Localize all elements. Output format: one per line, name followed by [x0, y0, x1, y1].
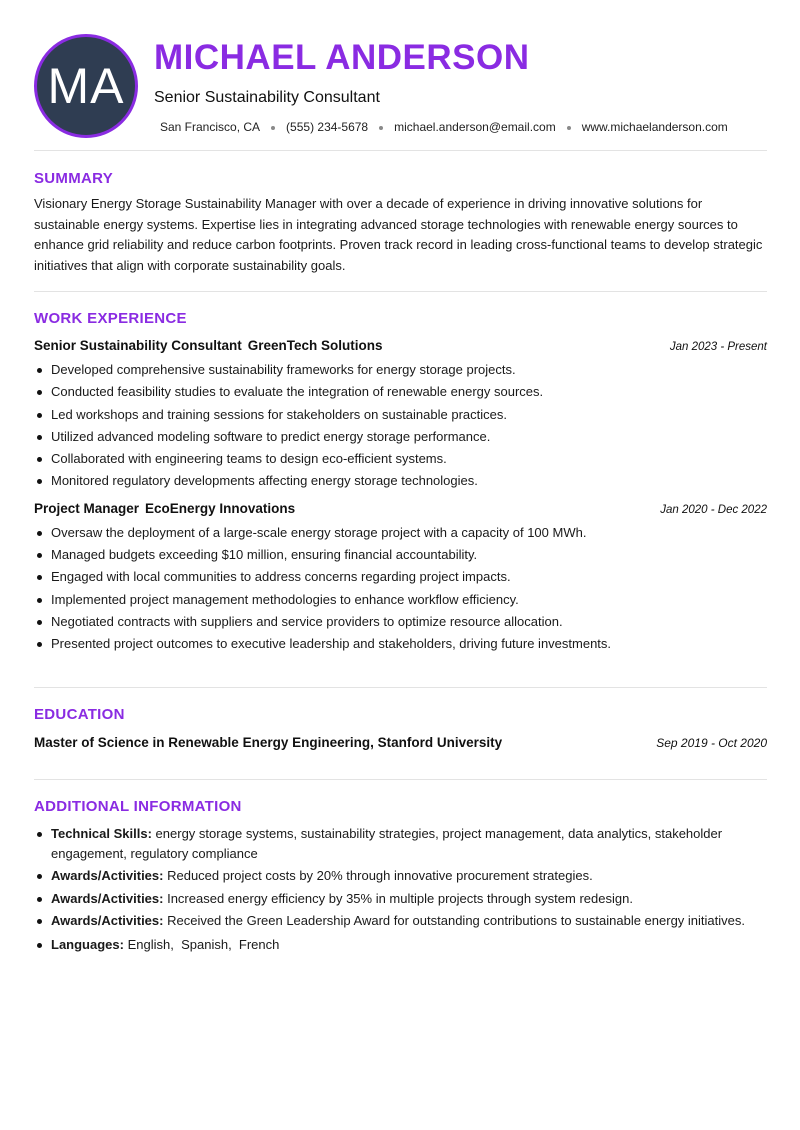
list-item: Presented project outcomes to executive leadership and stakeholders, driving future investments.: [34, 633, 767, 655]
list-item: Implemented project management methodologies to enhance workflow efficiency.: [34, 589, 767, 611]
list-item: Monitored regulatory developments affecting energy storage technologies.: [34, 470, 767, 492]
list-item: Utilized advanced modeling software to predict energy storage performance.: [34, 426, 767, 448]
job-company: GreenTech Solutions: [247, 338, 383, 353]
summary-section: [34, 151, 767, 291]
avatar-initials: MA: [47, 58, 125, 114]
info-label: Technical Skills:: [51, 826, 152, 841]
language-item: English: [127, 936, 171, 952]
experience-heading: WORK EXPERIENCE: [34, 310, 187, 327]
separator-dot: [271, 126, 275, 130]
education-dates: Sep 2019 - Oct 2020: [656, 736, 767, 750]
list-item: [34, 866, 767, 886]
job-role-title: [34, 338, 383, 353]
job-bullets: [34, 522, 767, 656]
info-text: energy storage systems, sustainability strategies, project management, data analytics, stakeholder engagement, regulatory compliance: [51, 826, 723, 861]
list-item: Negotiated contracts with suppliers and service providers to optimize resource allocation.: [34, 611, 767, 633]
education-section: [34, 688, 767, 779]
info-label: Awards/Activities:: [51, 913, 164, 928]
list-item: [34, 911, 767, 931]
contact-bar: [160, 120, 728, 134]
job-entry: [34, 338, 767, 493]
list-item: Conducted feasibility studies to evaluate the integration of renewable energy sources.: [34, 381, 767, 403]
list-item: Led workshops and training sessions for stakeholders on sustainable practices.: [34, 404, 767, 426]
list-item: Collaborated with engineering teams to design eco-efficient systems.: [34, 448, 767, 470]
info-label: Awards/Activities:: [51, 890, 164, 906]
list-item: Managed budgets exceeding $10 million, ensuring financial accountability.: [34, 544, 767, 566]
contact-location: San Francisco, CA: [160, 120, 261, 134]
contact-website[interactable]: www.michaelanderson.com: [581, 120, 728, 134]
job-bullets: [34, 359, 767, 493]
additional-heading: ADDITIONAL INFORMATION: [34, 798, 242, 815]
job-role: Project Manager: [34, 500, 140, 516]
separator-dot: [567, 126, 571, 130]
summary-text: Visionary Energy Storage Sustainability Manager with over a decade of experience in driving innovative solutions for sustainable energy systems. Expertise lies in integrating advanced storage technologies with renewable energy sources to enhance grid reliability and reduce carbon footprints. Proven track record in leading cross-functional teams to develop strategic initiatives that align with corporate sustainability goals.: [34, 196, 763, 273]
job-dates: Jan 2023 - Present: [669, 341, 767, 353]
info-label: Awards/Activities:: [51, 868, 164, 883]
list-item: Languages: English, Spanish, French: [34, 935, 767, 955]
education-degree: Master of Science in Renewable Energy Engineering, Stanford University: [34, 735, 503, 750]
list-item: Oversaw the deployment of a large-scale energy storage project with a capacity of 100 MWh.: [34, 522, 767, 544]
avatar: [34, 34, 138, 138]
language-item: Spanish: [181, 936, 229, 952]
info-text: Increased energy efficiency by 35% in multiple projects through system redesign.: [167, 890, 633, 906]
additional-list: [34, 824, 767, 954]
candidate-name: MICHAEL ANDERSON: [154, 38, 530, 77]
contact-phone: (555) 234-5678: [286, 120, 369, 134]
education-heading: EDUCATION: [34, 706, 125, 723]
info-text: Reduced project costs by 20% through innovative procurement strategies.: [167, 868, 593, 883]
contact-email[interactable]: michael.anderson@email.com: [394, 120, 556, 134]
job-role: Senior Sustainability Consultant: [34, 338, 242, 353]
candidate-title: Senior Sustainability Consultant: [154, 89, 380, 106]
languages-label: Languages:: [51, 936, 124, 952]
separator-dot: [379, 126, 383, 130]
job-company: EcoEnergy Innovations: [145, 500, 296, 516]
info-text: Received the Green Leadership Award for outstanding contributions to sustainable energy initiatives.: [167, 913, 745, 928]
experience-section: [34, 292, 767, 687]
job-dates: Jan 2020 - Dec 2022: [660, 503, 767, 516]
resume-header: [34, 0, 767, 150]
additional-section: [34, 780, 767, 954]
language-item: French: [238, 936, 280, 952]
summary-heading: SUMMARY: [34, 170, 114, 187]
list-item: Engaged with local communities to address concerns regarding project impacts.: [34, 566, 767, 588]
list-item: Developed comprehensive sustainability frameworks for energy storage projects.: [34, 359, 767, 381]
list-item: [34, 889, 767, 909]
job-role-title: [34, 501, 295, 516]
job-entry: [34, 501, 767, 656]
resume-page: [34, 0, 767, 1130]
list-item: [34, 824, 767, 863]
